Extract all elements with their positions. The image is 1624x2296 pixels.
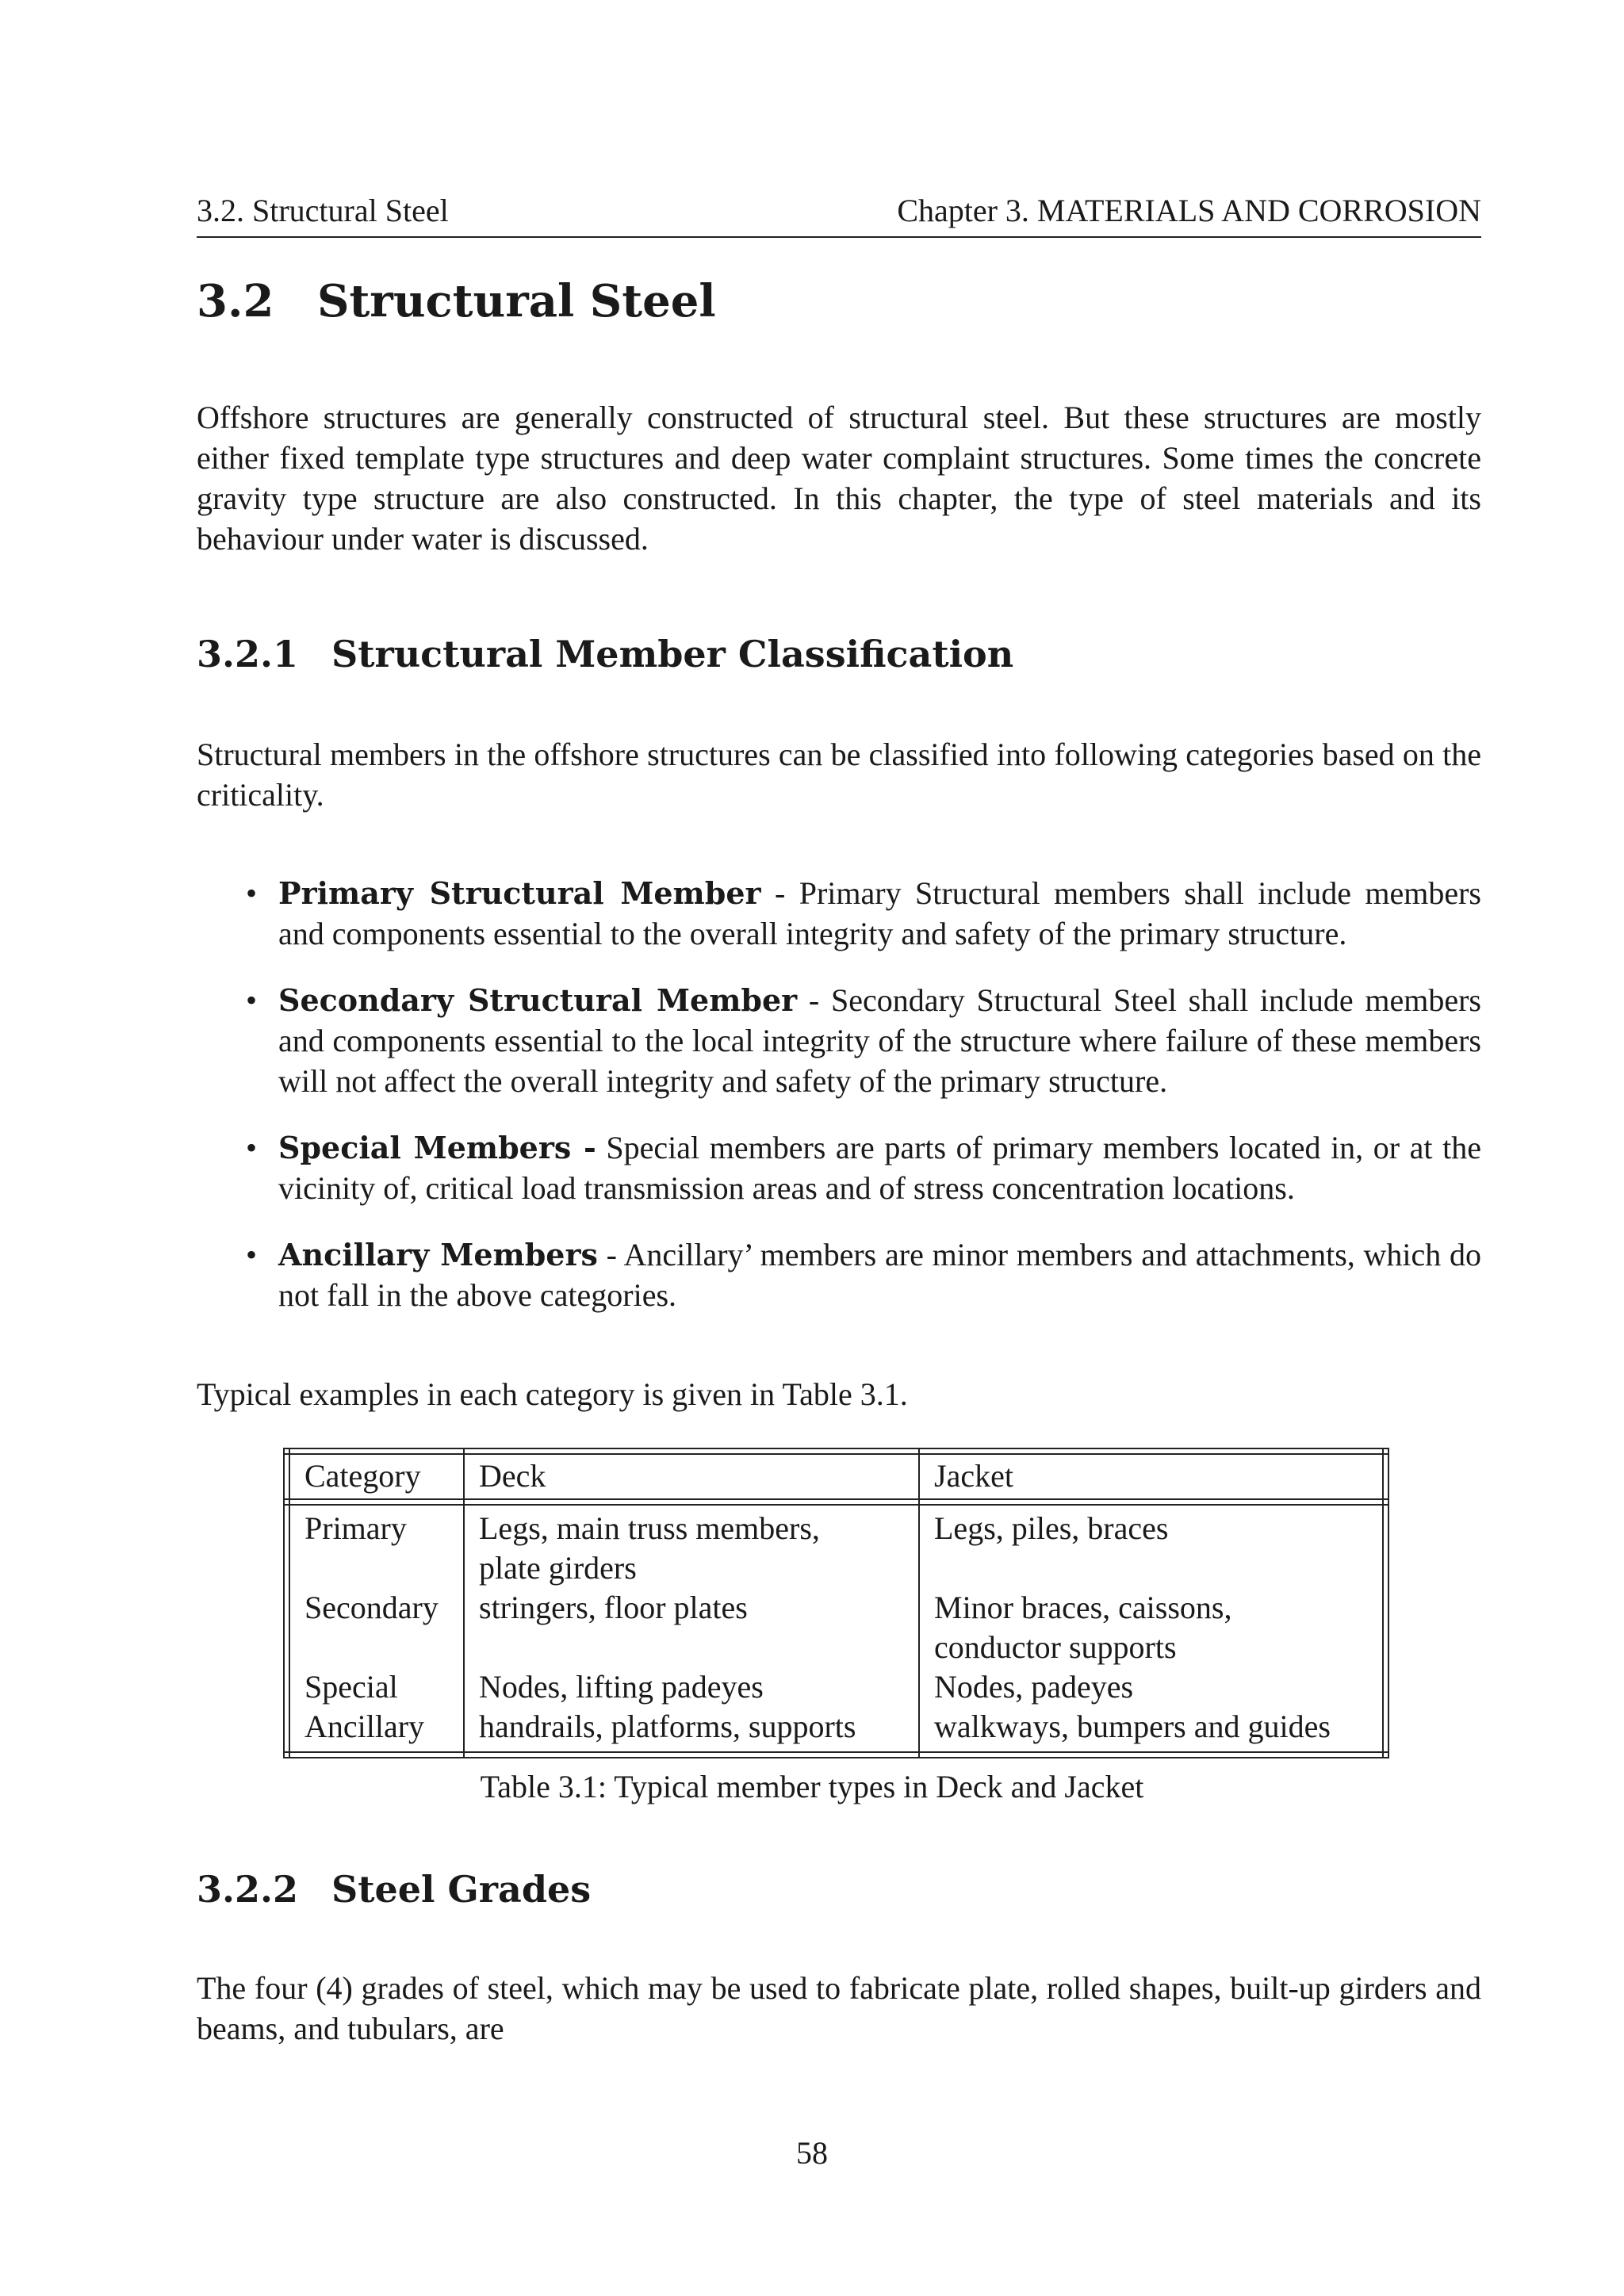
table-cell: Legs, main truss members, — [479, 1510, 820, 1546]
table-cell: Nodes, lifting padeyes — [479, 1669, 764, 1705]
table-header-cell: Deck — [479, 1458, 546, 1494]
table-header-cell: Category — [304, 1458, 421, 1494]
intro-paragraph: Offshore structures are generally constructed of structural steel. But these structures are mostly either fixed template type structures and deep water complaint structures. Some times the concrete gravity type structure are also constructed. In this chapter, the type of steel materials and its behaviour under water is discussed. — [197, 400, 1481, 557]
section-title — [197, 275, 716, 327]
subsection-title-steel-grades — [197, 1869, 591, 1910]
bullet-icon: • — [246, 1130, 258, 1165]
table-cell: Nodes, padeyes — [934, 1669, 1134, 1705]
table-cell: conductor supports — [934, 1629, 1177, 1665]
list-item-text: - Ancillary’ members are minor members and attachments, which do not fall in the above categories. — [278, 1237, 1481, 1313]
table-intro-paragraph: Typical examples in each category is given in Table 3.1. — [197, 1376, 908, 1412]
table-cell: Ancillary — [304, 1709, 425, 1744]
list-item-term: Primary Structural Member — [278, 875, 761, 911]
list-item-term: Ancillary Members — [278, 1237, 598, 1272]
table-rule — [918, 1448, 920, 1758]
table-header-cell: Jacket — [934, 1458, 1013, 1494]
subsection-title-classification — [197, 634, 1013, 675]
classification-paragraph: Structural members in the offshore structures can be classified into following categories based on the criticality. — [197, 737, 1481, 813]
table-rule — [463, 1448, 465, 1758]
subsection-title-text: Structural Member Classification — [331, 633, 1014, 675]
subsection-number: 3.2.1 — [197, 633, 299, 675]
steel-grades-paragraph: The four (4) grades of steel, which may be used to fabricate plate, rolled shapes, built-up girders and beams, and tubulars, are — [197, 1970, 1481, 2046]
table-rule — [283, 1757, 1389, 1758]
member-types-table — [283, 1448, 1389, 1758]
table-caption: Table 3.1: Typical member types in Deck and Jacket — [480, 1769, 1144, 1804]
subsection-title-text: Steel Grades — [331, 1868, 592, 1911]
header-chapter-label: Chapter 3. MATERIALS AND CORROSION — [897, 193, 1481, 228]
list-item — [197, 873, 1481, 954]
table-cell: stringers, floor plates — [479, 1590, 748, 1625]
table-cell: Special — [304, 1669, 398, 1705]
table-rule — [283, 1448, 1389, 1449]
table-rule — [283, 1751, 1389, 1753]
member-category-list — [197, 873, 1481, 1341]
section-number: 3.2 — [197, 275, 274, 327]
list-item-text: Special members are parts of primary members located in, or at the vicinity of, critical load transmission areas and of stress concentration locations. — [278, 1130, 1481, 1206]
table-cell: Legs, piles, braces — [934, 1510, 1169, 1546]
table-rule — [289, 1448, 290, 1758]
list-item-term: Secondary Structural Member — [278, 982, 798, 1018]
table-cell: walkways, bumpers and guides — [934, 1709, 1331, 1744]
bullet-icon: • — [246, 875, 258, 911]
table-cell: Primary — [304, 1510, 407, 1546]
bullet-icon: • — [246, 982, 258, 1018]
table-rule — [1382, 1448, 1384, 1758]
table-cell: Minor braces, caissons, — [934, 1590, 1232, 1625]
table-cell: handrails, platforms, supports — [479, 1709, 856, 1744]
section-title-text: Structural Steel — [317, 275, 716, 327]
list-item-text: - Primary Structural members shall include members and components essential to the overall integrity and safety of the primary structure. — [278, 875, 1481, 951]
page-number: 58 — [796, 2135, 828, 2171]
list-item-text: - Secondary Structural Steel shall include members and components essential to the local integrity of the structure where failure of these members will not affect the overall integrity and safety of the primary structure. — [278, 982, 1481, 1099]
list-item — [197, 1234, 1481, 1315]
subsection-number: 3.2.2 — [197, 1868, 299, 1911]
bullet-icon: • — [246, 1237, 258, 1272]
table-rule — [1388, 1448, 1389, 1758]
list-item-term: Special Members - — [278, 1130, 596, 1165]
list-item — [197, 980, 1481, 1101]
table-cell: Secondary — [304, 1590, 439, 1625]
table-rule — [283, 1453, 1389, 1455]
list-item — [197, 1127, 1481, 1208]
table-rule — [283, 1498, 1389, 1500]
table-rule — [283, 1448, 285, 1758]
running-header — [197, 190, 1481, 238]
header-section-label: 3.2. Structural Steel — [197, 193, 449, 228]
table-rule — [283, 1504, 1389, 1506]
table-cell: plate girders — [479, 1550, 637, 1586]
